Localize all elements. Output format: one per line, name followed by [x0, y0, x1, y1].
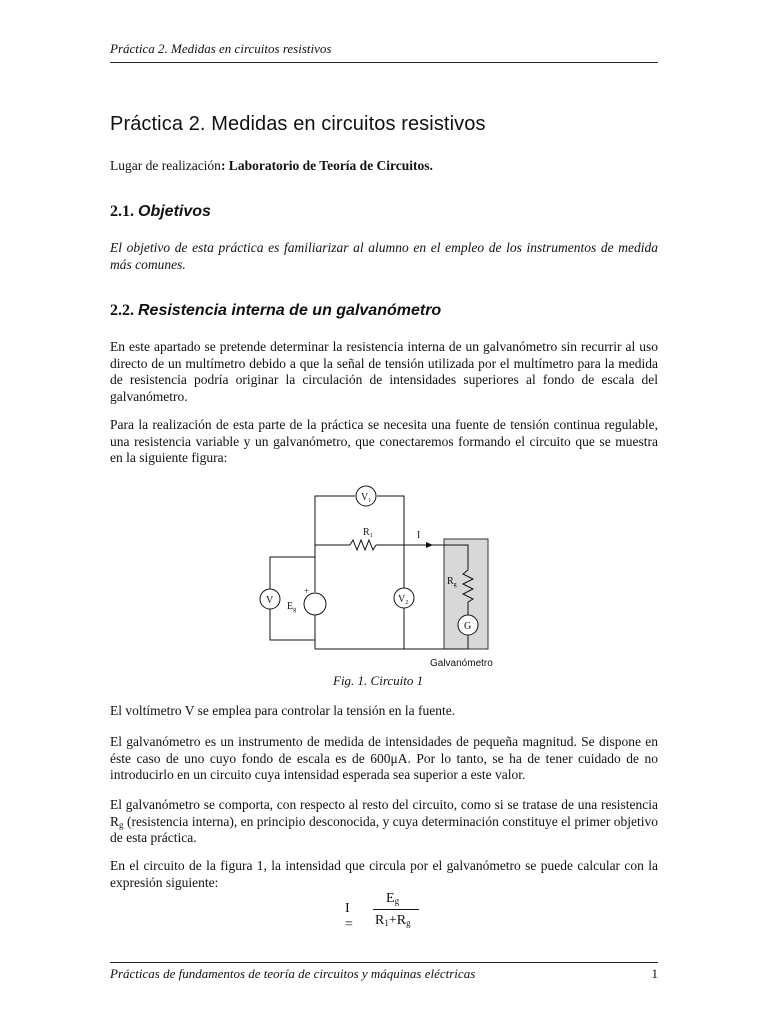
formula-fraction-bar: [373, 909, 419, 910]
running-header-label: Práctica 2.: [110, 41, 168, 56]
label-v1: $V_1$: [361, 492, 372, 504]
wire: [270, 609, 315, 640]
resistor-r1-icon: [350, 540, 376, 550]
section-number: 2.1.: [110, 203, 134, 220]
formula-denominator: $R_1+R_g$: [375, 913, 411, 928]
label-v: V: [266, 595, 274, 606]
voltage-source-eg-icon: [304, 593, 326, 615]
label-galvanometro: Galvanómetro: [430, 658, 493, 669]
paragraph-materials: Para la realización de esta parte de la práctica se necesita una fuente de tensión continua regulable, una resistencia variable y un galvanómetro, que conectaremos formando el circuito que se muestra en la siguiente figura:: [110, 417, 658, 465]
label-g: G: [464, 621, 472, 632]
running-header-topic: Medidas en circuitos resistivos: [171, 41, 332, 56]
header-rule: [110, 62, 658, 63]
place-value: : Laboratorio de Teoría de Circuitos.: [220, 158, 433, 173]
circuit-diagram: [250, 480, 520, 675]
objective-paragraph: El objetivo de esta práctica es familiarizar al alumno en el empleo de los instrumentos de medida más comunes.: [110, 240, 658, 272]
section-title: Objetivos: [138, 203, 211, 220]
label-eg: $E_g$: [287, 601, 297, 613]
wire: [377, 496, 404, 545]
place-line: [110, 158, 433, 174]
running-header: [110, 41, 331, 57]
formula-numerator: $E_g$: [386, 891, 400, 906]
paragraph-expression: En el circuito de la figura 1, la intensidad que circula por el galvanómetro se puede calcular con la expresión siguiente:: [110, 858, 658, 890]
section-title: Resistencia interna de un galvanómetro: [138, 302, 442, 319]
page-number: 1: [651, 966, 658, 981]
formula-lhs: I =: [345, 901, 353, 932]
paragraph-rg-part-b: (resistencia interna), en principio desconocida, y cuya determinación constituye el primer objetivo de esta práctica.: [110, 813, 658, 845]
circuit-figure: [250, 480, 520, 680]
wire: [270, 557, 315, 589]
page-title: Práctica 2. Medidas en circuitos resistivos: [110, 113, 486, 135]
paragraph-voltimetro: El voltímetro V se emplea para controlar la tensión en la fuente.: [110, 703, 456, 718]
footer-rule: [110, 962, 658, 963]
current-arrow-icon: [426, 542, 433, 548]
label-i: I: [417, 530, 421, 541]
paragraph-galvanometro-desc: El galvanómetro es un instrumento de medida de intensidades de pequeña magnitud. Se dispone en éste caso de uno cuyo fondo de escala es de 600μA. Por lo tanto, se ha de tener cuidado de no introducirlo en un circuito cuya intensidad esperada sea superior a este valor.: [110, 734, 658, 782]
label-rg: $R_g$: [447, 576, 457, 588]
paragraph-rg-sub: g: [119, 819, 124, 830]
section-heading-galvanometro: [110, 302, 441, 320]
footer-text: Prácticas de fundamentos de teoría de circuitos y máquinas eléctricas: [110, 966, 476, 981]
label-r1: $R_1$: [363, 527, 373, 539]
paragraph-rg: [110, 797, 658, 847]
section-number: 2.2.: [110, 302, 134, 319]
paragraph-rg-part-a: El galvanómetro se comporta, con respecto al resto del circuito, como si se tratase de una resistencia R: [110, 797, 658, 829]
label-plus: +: [304, 586, 310, 596]
section-heading-objetivos: [110, 203, 211, 221]
wire: [315, 496, 355, 545]
figure-caption: Fig. 1. Circuito 1: [333, 673, 424, 688]
place-label: Lugar de realización: [110, 158, 221, 173]
label-v2: $V_2$: [398, 594, 409, 606]
paragraph-intro: En este apartado se pretende determinar la resistencia interna de un galvanómetro sin recurrir al uso directo de un multímetro debido a que la señal de tensión utilizada por el multímetro para la medida de resistencia podría originar la circulación de intensidades superiores al fondo de escala del galvanómetro.: [110, 339, 658, 404]
page-footer: [110, 966, 658, 982]
